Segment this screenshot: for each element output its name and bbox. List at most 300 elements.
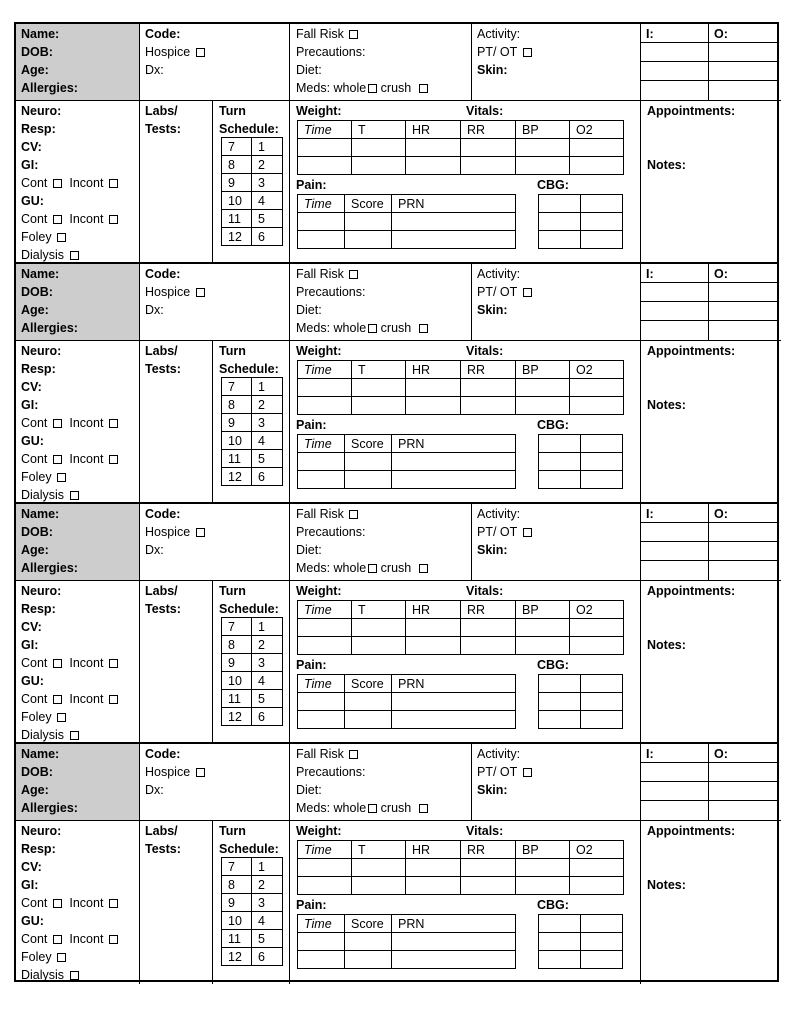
gu-label: GU: [21, 674, 44, 688]
vitals-row [298, 361, 624, 379]
cbg-row [539, 711, 623, 729]
divider [708, 744, 709, 820]
pain-row [298, 951, 516, 969]
turn-row [222, 708, 283, 726]
divider [640, 24, 641, 264]
dob-label: DOB: [21, 765, 53, 779]
cbg-entry-cell[interactable] [539, 933, 581, 951]
turn-cell: 7 [222, 618, 252, 636]
gi-cont-checkbox[interactable] [53, 659, 62, 668]
turn-row [222, 432, 283, 450]
turn-cell: 5 [252, 930, 283, 948]
report-sheet [14, 22, 779, 982]
dialysis-checkbox[interactable] [70, 491, 79, 500]
vitals-entry-cell[interactable] [298, 637, 352, 655]
turn-cell: 11 [222, 450, 252, 468]
turn-row [222, 468, 283, 486]
vitals-entry-cell[interactable] [461, 859, 516, 877]
dialysis-label: Dialysis [21, 248, 65, 262]
turn-row [222, 210, 283, 228]
pain-entry-cell[interactable] [345, 693, 392, 711]
vitals-label: Vitals: [466, 584, 504, 598]
turn-cell: 11 [222, 930, 252, 948]
vitals-entry-cell[interactable] [352, 619, 406, 637]
resp-label: Resp: [21, 122, 56, 136]
vitals-entry-cell[interactable] [461, 139, 516, 157]
gi-incont-checkbox[interactable] [109, 419, 118, 428]
turn-row [222, 912, 283, 930]
cbg-row [539, 195, 623, 213]
gu-cont-checkbox[interactable] [53, 935, 62, 944]
turn-cell: 5 [252, 450, 283, 468]
vitals-entry-cell[interactable] [298, 139, 352, 157]
io-row-line [640, 80, 779, 81]
vitals-entry-cell[interactable] [461, 877, 516, 895]
meds-whole-label: Meds: whole [296, 801, 367, 815]
vitals-row [298, 157, 624, 175]
turn-cell: 8 [222, 876, 252, 894]
vitals-entry-cell[interactable] [516, 379, 570, 397]
turn-cell: 10 [222, 672, 252, 690]
cbg-entry-cell[interactable] [581, 213, 623, 231]
vitals-entry-cell[interactable] [352, 379, 406, 397]
vitals-header-cell: BP [516, 121, 570, 139]
appointments-label: Appointments: [647, 344, 736, 358]
intake-label: I: [646, 507, 654, 521]
precautions-label: Precautions: [296, 45, 366, 59]
pain-entry-cell[interactable] [392, 711, 516, 729]
pain-entry-cell[interactable] [298, 711, 345, 729]
patient-section [14, 742, 779, 982]
pain-entry-cell[interactable] [392, 231, 516, 249]
pain-header-cell: PRN [392, 435, 516, 453]
hospice-checkbox[interactable] [196, 48, 205, 57]
ptot-checkbox[interactable] [523, 768, 532, 777]
gu-incont-label: Incont [69, 932, 104, 946]
vitals-header-cell: O2 [570, 841, 624, 859]
vitals-row [298, 379, 624, 397]
pain-entry-cell[interactable] [392, 213, 516, 231]
cbg-label: CBG: [537, 418, 569, 432]
dialysis-checkbox[interactable] [70, 731, 79, 740]
foley-checkbox[interactable] [57, 233, 66, 242]
vitals-entry-cell[interactable] [461, 619, 516, 637]
vitals-entry-cell[interactable] [406, 379, 461, 397]
pain-row [298, 435, 516, 453]
divider [139, 340, 140, 504]
gu-incont-checkbox[interactable] [109, 215, 118, 224]
pain-entry-cell[interactable] [345, 471, 392, 489]
vitals-row [298, 121, 624, 139]
cbg-row [539, 915, 623, 933]
cbg-entry-cell[interactable] [581, 453, 623, 471]
vitals-entry-cell[interactable] [516, 859, 570, 877]
turn-cell: 10 [222, 192, 252, 210]
cbg-entry-cell[interactable] [539, 951, 581, 969]
vitals-entry-cell[interactable] [352, 859, 406, 877]
vitals-header-cell: Time [298, 601, 352, 619]
cv-label: CV: [21, 860, 42, 874]
turn-row [222, 948, 283, 966]
turn-label: Turn [219, 824, 246, 838]
vitals-entry-cell[interactable] [406, 859, 461, 877]
turn-cell: 4 [252, 672, 283, 690]
gu-cont-checkbox[interactable] [53, 695, 62, 704]
pain-entry-cell[interactable] [345, 453, 392, 471]
activity-label: Activity: [477, 747, 521, 761]
pain-entry-cell[interactable] [392, 453, 516, 471]
hospice-label: Hospice [145, 45, 191, 59]
vitals-entry-cell[interactable] [570, 379, 624, 397]
vitals-entry-cell[interactable] [352, 877, 406, 895]
pain-entry-cell[interactable] [298, 951, 345, 969]
cbg-entry-cell[interactable] [581, 471, 623, 489]
vitals-row [298, 637, 624, 655]
dialysis-checkbox[interactable] [70, 971, 79, 980]
appointments-label: Appointments: [647, 824, 736, 838]
pain-header-cell: PRN [392, 195, 516, 213]
meds-whole-checkbox[interactable] [368, 324, 377, 333]
turn-label: Turn [219, 344, 246, 358]
turn-cell: 10 [222, 432, 252, 450]
meds-whole-checkbox[interactable] [368, 84, 377, 93]
vitals-entry-cell[interactable] [298, 877, 352, 895]
dialysis-label: Dialysis [21, 968, 65, 982]
vitals-entry-cell[interactable] [406, 637, 461, 655]
vitals-entry-cell[interactable] [516, 139, 570, 157]
vitals-row [298, 601, 624, 619]
vitals-entry-cell[interactable] [406, 619, 461, 637]
cbg-entry-cell[interactable] [581, 231, 623, 249]
cbg-entry-cell[interactable] [539, 711, 581, 729]
turn-cell: 3 [252, 414, 283, 432]
pain-entry-cell[interactable] [298, 453, 345, 471]
pain-entry-cell[interactable] [298, 693, 345, 711]
vitals-entry-cell[interactable] [570, 877, 624, 895]
gu-cont-label: Cont [21, 452, 48, 466]
vitals-entry-cell[interactable] [461, 637, 516, 655]
gi-incont-checkbox[interactable] [109, 899, 118, 908]
cbg-entry-cell[interactable] [539, 213, 581, 231]
gi-incont-checkbox[interactable] [109, 179, 118, 188]
meds-whole-checkbox[interactable] [368, 804, 377, 813]
pain-header-cell: PRN [392, 675, 516, 693]
pain-header-cell: Time [298, 915, 345, 933]
vitals-entry-cell[interactable] [298, 397, 352, 415]
vitals-entry-cell[interactable] [516, 397, 570, 415]
cbg-row [539, 435, 623, 453]
pain-entry-cell[interactable] [298, 213, 345, 231]
dx-label: Dx: [145, 63, 164, 77]
vitals-table [297, 600, 624, 655]
turn-row [222, 414, 283, 432]
hospice-checkbox[interactable] [196, 288, 205, 297]
vitals-header-cell: BP [516, 601, 570, 619]
vitals-row [298, 139, 624, 157]
divider [289, 504, 290, 744]
pain-row [298, 471, 516, 489]
fall-risk-checkbox[interactable] [349, 270, 358, 279]
pain-row [298, 675, 516, 693]
cbg-entry-cell[interactable] [581, 195, 623, 213]
pain-entry-cell[interactable] [298, 471, 345, 489]
turn-cell: 5 [252, 210, 283, 228]
turn-cell: 1 [252, 858, 283, 876]
vitals-entry-cell[interactable] [570, 637, 624, 655]
crush-checkbox[interactable] [419, 84, 428, 93]
cbg-entry-cell[interactable] [539, 195, 581, 213]
vitals-header-cell: O2 [570, 361, 624, 379]
vitals-header-cell: T [352, 601, 406, 619]
turn-cell: 10 [222, 912, 252, 930]
gu-incont-checkbox[interactable] [109, 455, 118, 464]
vitals-header-cell: O2 [570, 121, 624, 139]
fall-risk-checkbox[interactable] [349, 750, 358, 759]
turn-label: Turn [219, 104, 246, 118]
divider [139, 264, 140, 340]
turn-cell: 9 [222, 174, 252, 192]
crush-checkbox[interactable] [419, 564, 428, 573]
crush-checkbox[interactable] [419, 324, 428, 333]
turn-cell: 9 [222, 654, 252, 672]
divider [289, 744, 290, 984]
labs-label: Labs/ [145, 104, 178, 118]
pain-row [298, 231, 516, 249]
pain-entry-cell[interactable] [298, 231, 345, 249]
vitals-entry-cell[interactable] [461, 379, 516, 397]
pain-label: Pain: [296, 658, 327, 672]
gi-cont-checkbox[interactable] [53, 179, 62, 188]
fall-risk-checkbox[interactable] [349, 30, 358, 39]
gi-incont-checkbox[interactable] [109, 659, 118, 668]
divider [139, 820, 140, 984]
turn-cell: 7 [222, 378, 252, 396]
crush-label: crush [380, 81, 412, 95]
hospice-checkbox[interactable] [196, 528, 205, 537]
turn-row [222, 876, 283, 894]
dob-label: DOB: [21, 45, 53, 59]
cbg-entry-cell[interactable] [581, 435, 623, 453]
output-label: O: [714, 747, 728, 761]
divider [708, 264, 709, 340]
turn-row [222, 192, 283, 210]
vitals-label: Vitals: [466, 824, 504, 838]
skin-label: Skin: [477, 543, 508, 557]
turn-row [222, 396, 283, 414]
cbg-entry-cell[interactable] [539, 231, 581, 249]
dob-label: DOB: [21, 525, 53, 539]
resp-label: Resp: [21, 602, 56, 616]
ptot-checkbox[interactable] [523, 48, 532, 57]
cbg-entry-cell[interactable] [581, 675, 623, 693]
vitals-entry-cell[interactable] [298, 379, 352, 397]
code-label: Code: [145, 747, 181, 761]
vitals-entry-cell[interactable] [298, 157, 352, 175]
diet-label: Diet: [296, 543, 322, 557]
cbg-row [539, 951, 623, 969]
pain-entry-cell[interactable] [392, 471, 516, 489]
age-label: Age: [21, 63, 49, 77]
vitals-entry-cell[interactable] [570, 859, 624, 877]
vitals-header-cell: Time [298, 361, 352, 379]
name-label: Name: [21, 507, 60, 521]
fall-risk-checkbox[interactable] [349, 510, 358, 519]
vitals-entry-cell[interactable] [352, 157, 406, 175]
pain-entry-cell[interactable] [345, 951, 392, 969]
cbg-entry-cell[interactable] [539, 675, 581, 693]
turn-row [222, 228, 283, 246]
divider [212, 820, 213, 984]
gi-cont-checkbox[interactable] [53, 899, 62, 908]
cbg-entry-cell[interactable] [539, 471, 581, 489]
turn-cell: 12 [222, 708, 252, 726]
appointments-label: Appointments: [647, 104, 736, 118]
meds-whole-checkbox[interactable] [368, 564, 377, 573]
pain-entry-cell[interactable] [392, 693, 516, 711]
weight-label: Weight: [296, 104, 342, 118]
pain-entry-cell[interactable] [392, 933, 516, 951]
dx-label: Dx: [145, 543, 164, 557]
vitals-entry-cell[interactable] [406, 157, 461, 175]
crush-label: crush [380, 321, 412, 335]
turn-schedule-table [221, 857, 283, 966]
vitals-entry-cell[interactable] [570, 157, 624, 175]
pain-label: Pain: [296, 178, 327, 192]
turn-cell: 8 [222, 156, 252, 174]
divider [139, 100, 140, 264]
vitals-header-cell: T [352, 361, 406, 379]
dialysis-checkbox[interactable] [70, 251, 79, 260]
resp-label: Resp: [21, 842, 56, 856]
cbg-entry-cell[interactable] [581, 711, 623, 729]
vitals-entry-cell[interactable] [570, 619, 624, 637]
vitals-table [297, 840, 624, 895]
vitals-entry-cell[interactable] [406, 139, 461, 157]
allergies-label: Allergies: [21, 81, 78, 95]
divider [212, 340, 213, 504]
crush-checkbox[interactable] [419, 804, 428, 813]
cbg-entry-cell[interactable] [581, 951, 623, 969]
turn-cell: 6 [252, 708, 283, 726]
pain-entry-cell[interactable] [345, 933, 392, 951]
schedule-label: Schedule: [219, 602, 279, 616]
cbg-entry-cell[interactable] [581, 693, 623, 711]
meds-whole-label: Meds: whole [296, 321, 367, 335]
turn-row [222, 174, 283, 192]
turn-row [222, 858, 283, 876]
foley-checkbox[interactable] [57, 953, 66, 962]
vitals-entry-cell[interactable] [298, 859, 352, 877]
gu-cont-checkbox[interactable] [53, 455, 62, 464]
pain-entry-cell[interactable] [392, 951, 516, 969]
name-label: Name: [21, 27, 60, 41]
vitals-entry-cell[interactable] [352, 637, 406, 655]
vitals-entry-cell[interactable] [298, 619, 352, 637]
vitals-entry-cell[interactable] [516, 637, 570, 655]
skin-label: Skin: [477, 63, 508, 77]
pain-table [297, 194, 516, 249]
pain-entry-cell[interactable] [345, 213, 392, 231]
divider [139, 504, 140, 580]
diet-label: Diet: [296, 303, 322, 317]
turn-cell: 12 [222, 468, 252, 486]
vitals-row [298, 859, 624, 877]
vitals-header-cell: HR [406, 361, 461, 379]
divider [708, 504, 709, 580]
pain-row [298, 693, 516, 711]
gi-cont-checkbox[interactable] [53, 419, 62, 428]
ptot-checkbox[interactable] [523, 528, 532, 537]
gu-incont-checkbox[interactable] [109, 695, 118, 704]
divider [640, 504, 641, 744]
turn-cell: 5 [252, 690, 283, 708]
schedule-label: Schedule: [219, 842, 279, 856]
cbg-row [539, 213, 623, 231]
code-label: Code: [145, 507, 181, 521]
pain-entry-cell[interactable] [345, 711, 392, 729]
pain-entry-cell[interactable] [345, 231, 392, 249]
vitals-entry-cell[interactable] [516, 157, 570, 175]
cbg-entry-cell[interactable] [539, 915, 581, 933]
tests-label: Tests: [145, 122, 181, 136]
weight-label: Weight: [296, 344, 342, 358]
turn-cell: 3 [252, 174, 283, 192]
cbg-entry-cell[interactable] [539, 453, 581, 471]
gu-label: GU: [21, 434, 44, 448]
cbg-entry-cell[interactable] [539, 435, 581, 453]
pain-row [298, 213, 516, 231]
vitals-entry-cell[interactable] [352, 397, 406, 415]
hospice-checkbox[interactable] [196, 768, 205, 777]
gu-cont-checkbox[interactable] [53, 215, 62, 224]
pain-header-cell: Time [298, 435, 345, 453]
divider [471, 24, 472, 100]
cbg-row [539, 231, 623, 249]
divider [289, 264, 290, 504]
vitals-entry-cell[interactable] [570, 139, 624, 157]
vitals-entry-cell[interactable] [516, 877, 570, 895]
pain-header-cell: Score [345, 675, 392, 693]
cbg-entry-cell[interactable] [539, 693, 581, 711]
cbg-label: CBG: [537, 178, 569, 192]
output-label: O: [714, 27, 728, 41]
pain-entry-cell[interactable] [298, 933, 345, 951]
vitals-entry-cell[interactable] [570, 397, 624, 415]
cbg-row [539, 933, 623, 951]
vitals-entry-cell[interactable] [406, 877, 461, 895]
vitals-entry-cell[interactable] [461, 397, 516, 415]
vitals-entry-cell[interactable] [406, 397, 461, 415]
cv-label: CV: [21, 620, 42, 634]
turn-cell: 4 [252, 912, 283, 930]
vitals-entry-cell[interactable] [461, 157, 516, 175]
io-row-line [640, 800, 779, 801]
foley-checkbox[interactable] [57, 473, 66, 482]
ptot-checkbox[interactable] [523, 288, 532, 297]
cbg-entry-cell[interactable] [581, 915, 623, 933]
gu-incont-checkbox[interactable] [109, 935, 118, 944]
turn-cell: 2 [252, 876, 283, 894]
pain-row [298, 933, 516, 951]
foley-checkbox[interactable] [57, 713, 66, 722]
notes-label: Notes: [647, 878, 686, 892]
divider [640, 744, 641, 984]
vitals-entry-cell[interactable] [516, 619, 570, 637]
neuro-label: Neuro: [21, 824, 62, 838]
cbg-entry-cell[interactable] [581, 933, 623, 951]
foley-label: Foley [21, 950, 52, 964]
vitals-entry-cell[interactable] [352, 139, 406, 157]
